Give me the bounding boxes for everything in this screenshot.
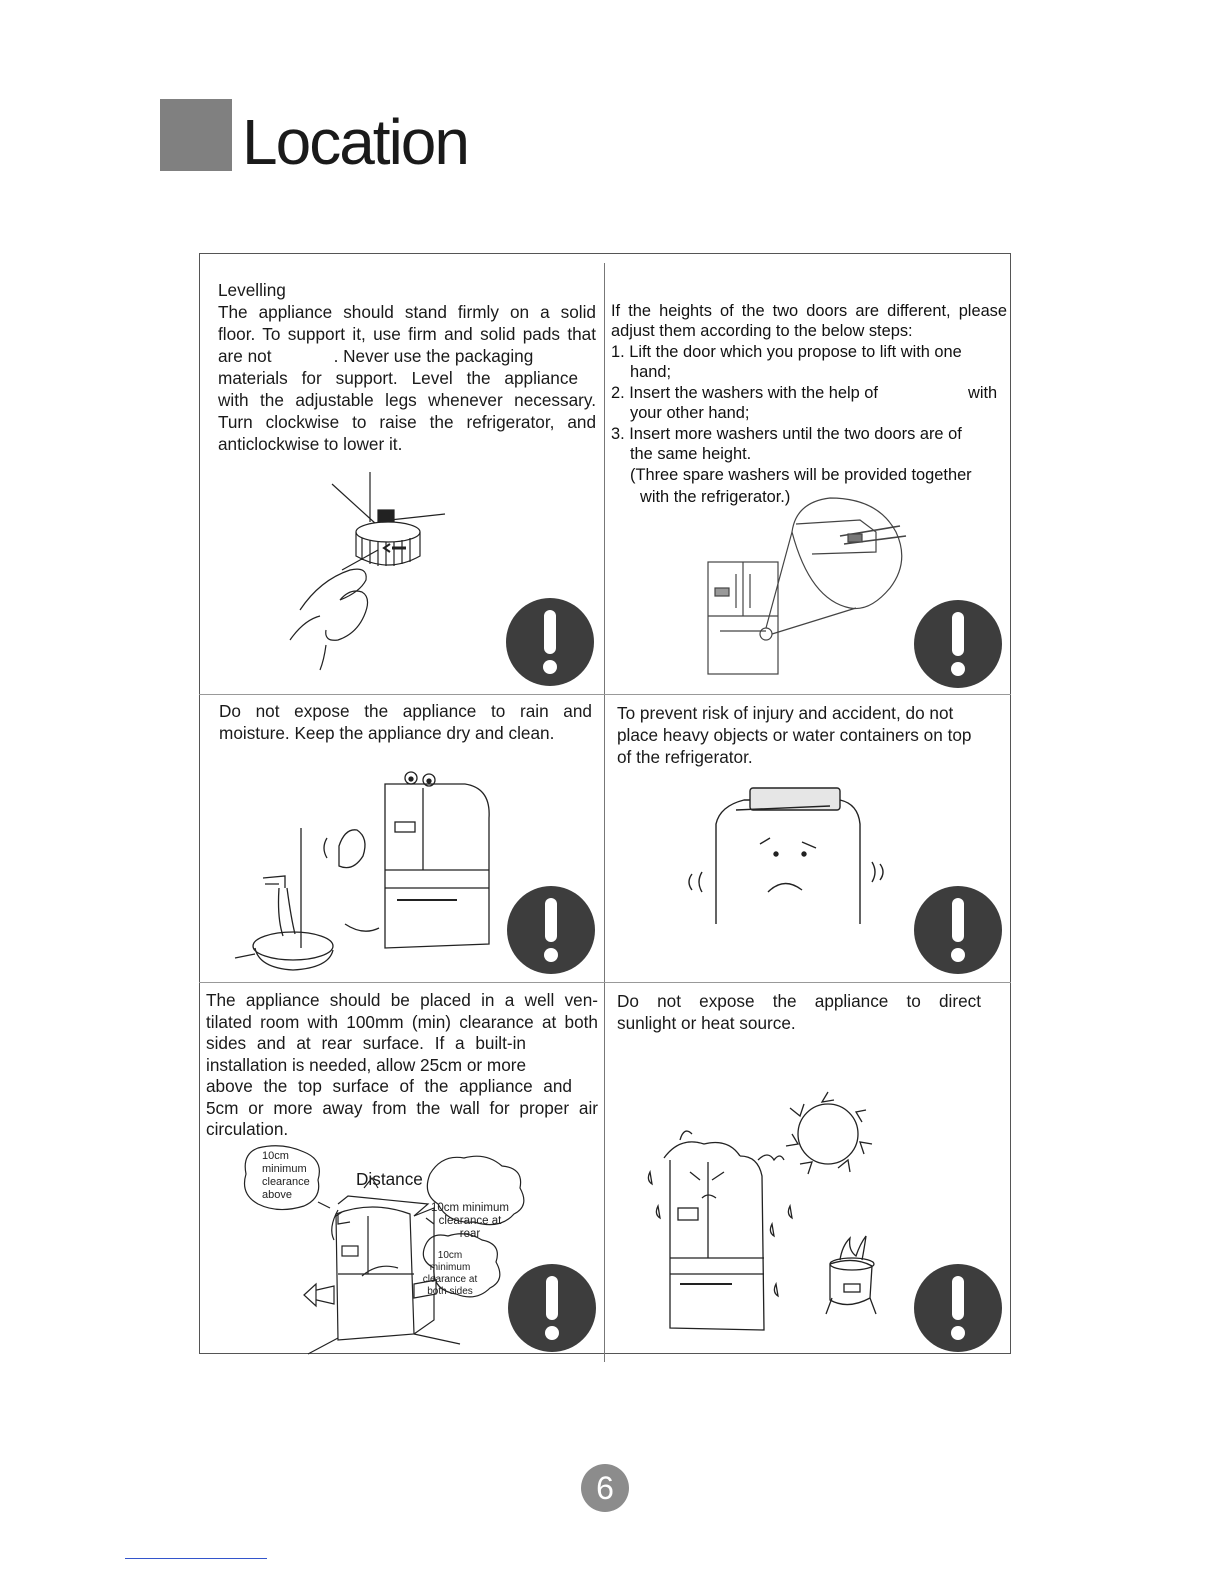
moisture-text [219, 700, 592, 744]
ventilation-line: sides and at rear surface. If a built-in [206, 1033, 526, 1053]
doors-step-line: 1. Lift the door which you propose to lift with one [611, 343, 962, 361]
grid-divider-row2 [199, 982, 1011, 983]
warning-icon [506, 598, 594, 686]
levelling-line: with the adjustable legs whenever necessary. [218, 390, 596, 410]
heavy-line: place heavy objects or water containers on top [617, 725, 972, 745]
ventilation-line: 5cm or more away from the wall for proper air [206, 1097, 598, 1118]
door-adjust-illustration [700, 496, 920, 682]
footer-rule [125, 1558, 267, 1559]
label-line: above [262, 1189, 292, 1201]
doors-step-line: 3. Insert more washers until the two doors are of [611, 425, 962, 443]
grid-divider-vertical [604, 263, 605, 1362]
moisture-line: Do not expose the appliance to rain and [219, 701, 592, 721]
heavy-line: of the refrigerator. [617, 747, 753, 767]
warning-icon [914, 600, 1002, 688]
levelling-line: are not . Never use the packaging [218, 346, 534, 366]
ventilation-line: installation is needed, allow 25cm or more [206, 1054, 527, 1075]
warning-icon [507, 886, 595, 974]
moisture-line: moisture. Keep the appliance dry and clean. [219, 723, 555, 743]
ventilation-line: above the top surface of the appliance and [206, 1076, 572, 1096]
ventilation-line: tilated room with 100mm (min) clearance at both [206, 1011, 598, 1032]
ventilation-text [206, 990, 598, 1141]
levelling-line: The appliance should stand firmly on a solid [218, 302, 596, 322]
label-line: 10cm minimum [431, 1202, 509, 1214]
warning-icon [508, 1264, 596, 1352]
warning-icon [914, 1264, 1002, 1352]
grid-divider-row1 [199, 694, 1011, 695]
doors-intro-line: If the heights of the two doors are different, please [611, 302, 1007, 320]
doors-step-line: with [968, 384, 998, 402]
page-title: Location [242, 106, 468, 178]
warning-icon [914, 886, 1002, 974]
label-line: clearance [262, 1176, 310, 1188]
levelling-line: Turn clockwise to raise the refrigerator, and [218, 412, 596, 432]
label-line: clearance at [422, 1274, 478, 1285]
clearance-rear-label [428, 1202, 512, 1241]
sunlight-line: sunlight or heat source. [617, 1013, 796, 1033]
label-line: rear [459, 1228, 481, 1240]
doors-note-line: with the refrigerator.) [640, 488, 791, 506]
ventilation-line: The appliance should be placed in a well ven- [206, 990, 598, 1010]
label-line: clearance at [438, 1215, 502, 1227]
levelling-line: floor. To support it, use firm and solid pads that [218, 324, 596, 344]
doors-step-line: 2. Insert the washers with the help of [611, 384, 878, 402]
sun-heat-illustration [640, 1088, 900, 1350]
doors-intro-line: adjust them according to the below steps: [611, 322, 913, 340]
sunlight-line: Do not expose the appliance to direct [617, 991, 981, 1011]
page-number-badge: 6 [581, 1464, 629, 1512]
ventilation-line: circulation. [206, 1119, 289, 1139]
levelling-line: materials for support. Level the appliance [218, 368, 578, 388]
title-marker [160, 99, 232, 171]
moisture-fridge-illustration [235, 758, 495, 973]
heavy-object-illustration [680, 784, 900, 924]
doors-note-line: (Three spare washers will be provided together [630, 466, 972, 484]
doors-step-line: hand; [630, 363, 672, 381]
sunlight-text [617, 990, 981, 1034]
label-line: 10cm [262, 1150, 289, 1162]
distance-label: Distance [356, 1169, 423, 1189]
heavy-objects-text [617, 702, 997, 768]
levelling-heading: Levelling [218, 280, 286, 300]
levelling-text [218, 279, 596, 455]
doors-step-line: the same height. [630, 445, 752, 463]
clearance-above-label [262, 1150, 310, 1202]
label-line: minimum [262, 1163, 307, 1175]
levelling-foot-illustration [280, 470, 460, 680]
levelling-line: anticlockwise to lower it. [218, 434, 403, 454]
doors-step-line: your other hand; [630, 404, 750, 422]
clearance-sides-label [420, 1250, 480, 1298]
label-line: 10cm [437, 1250, 463, 1261]
label-line: both sides [427, 1286, 473, 1297]
heavy-line: To prevent risk of injury and accident, do not [617, 703, 954, 723]
label-line: minimum [429, 1262, 471, 1273]
